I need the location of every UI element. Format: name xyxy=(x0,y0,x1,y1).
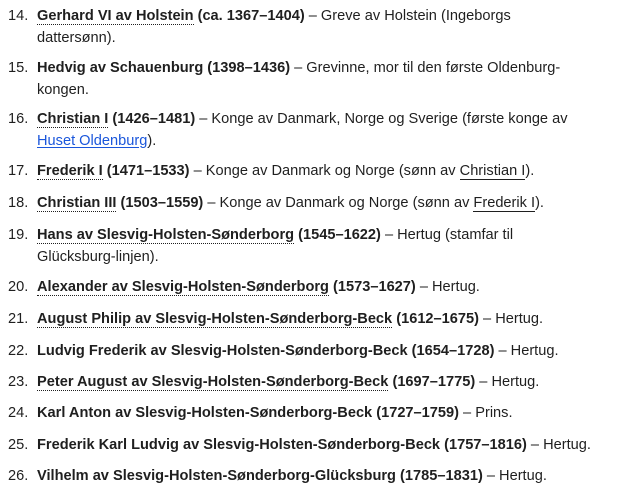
person-description-tail: ). xyxy=(147,132,157,149)
person-description-cont: Glücksburg-linjen). xyxy=(37,248,159,265)
person-years: (1503–1559) xyxy=(116,195,204,211)
person-name[interactable]: August Philip av Slesvig-Holsten-Sønderborg-Beck xyxy=(37,311,393,327)
person-name[interactable]: Christian III xyxy=(37,195,117,211)
person-description: – Konge av Danmark og Norge (sønn av xyxy=(203,195,474,211)
item-body xyxy=(37,6,597,49)
person-years: (1398–1436) xyxy=(203,60,291,76)
item-body xyxy=(37,58,597,101)
person-description: – Hertug. xyxy=(479,311,544,327)
person-name[interactable]: Gerhard VI av Holstein xyxy=(37,8,194,24)
item-number: 26. xyxy=(8,468,29,484)
person-years: (1697–1775) xyxy=(388,374,476,390)
item-body xyxy=(37,109,597,152)
person-name: Ludvig Frederik av Slesvig-Holsten-Sønderborg-Beck xyxy=(37,343,408,359)
person-reference-link[interactable]: Frederik I xyxy=(473,195,536,211)
person-years: (ca. 1367–1404) xyxy=(193,8,305,24)
person-years: (1573–1627) xyxy=(328,279,416,295)
person-name: Frederik Karl Ludvig av Slesvig-Holsten-Sønderborg-Beck xyxy=(37,437,441,453)
person-years: (1545–1622) xyxy=(294,227,381,243)
person-description: – Hertug (stamfar til xyxy=(380,227,514,243)
person-description: – Hertug. xyxy=(475,374,540,390)
item-number: 15. xyxy=(8,60,29,76)
item-number: 16. xyxy=(8,111,29,127)
person-description-cont: kongen. xyxy=(37,81,89,98)
person-description: – Greve av Holstein (Ingeborgs xyxy=(304,8,511,24)
person-years: (1471–1533) xyxy=(102,163,190,179)
person-name[interactable]: Alexander av Slesvig-Holsten-Sønderborg xyxy=(37,279,329,295)
item-body xyxy=(37,309,597,331)
item-number: 19. xyxy=(8,227,29,243)
person-reference-link[interactable]: Christian I xyxy=(459,163,526,179)
person-name[interactable]: Peter August av Slesvig-Holsten-Sønderborg-Beck xyxy=(37,374,389,390)
item-body xyxy=(37,435,597,457)
person-description: – Hertug. xyxy=(526,437,591,453)
item-body xyxy=(37,225,597,268)
person-description-tail: ). xyxy=(535,195,544,211)
item-number: 24. xyxy=(8,405,29,421)
person-name[interactable]: Hans av Slesvig-Holsten-Sønderborg xyxy=(37,227,295,243)
item-body xyxy=(37,277,597,299)
person-years: (1727–1759) xyxy=(372,405,459,421)
person-description: – Prins. xyxy=(459,405,513,421)
item-number: 14. xyxy=(8,8,29,24)
person-years: (1757–1816) xyxy=(440,437,527,453)
person-name: Vilhelm av Slesvig-Holsten-Sønderborg-Glücksburg xyxy=(37,468,396,484)
person-description: – Hertug. xyxy=(482,468,547,484)
person-name: Hedvig av Schauenburg xyxy=(37,60,204,76)
person-description: – Konge av Danmark og Norge (sønn av xyxy=(189,163,460,179)
item-number: 23. xyxy=(8,374,29,390)
item-body xyxy=(37,403,597,425)
person-years: (1426–1481) xyxy=(108,111,196,127)
item-body xyxy=(37,372,597,394)
item-body xyxy=(37,341,597,363)
item-body xyxy=(37,193,597,215)
item-number: 21. xyxy=(8,311,29,327)
item-number: 25. xyxy=(8,437,29,453)
item-body xyxy=(37,161,597,183)
person-description-cont: dattersønn). xyxy=(37,29,116,46)
item-body xyxy=(37,466,597,488)
person-description: – Grevinne, mor til den første Oldenburg- xyxy=(290,60,561,76)
person-years: (1785–1831) xyxy=(395,468,483,484)
person-description: – Hertug. xyxy=(415,279,480,295)
person-years: (1654–1728) xyxy=(407,343,495,359)
person-description-tail: ). xyxy=(525,163,535,179)
person-description: – Hertug. xyxy=(494,343,559,359)
person-name[interactable]: Christian I xyxy=(37,111,109,127)
item-number: 22. xyxy=(8,343,29,359)
person-name[interactable]: Frederik I xyxy=(37,163,103,179)
huset-oldenburg-link[interactable]: Huset Oldenburg xyxy=(37,132,148,149)
item-number: 18. xyxy=(8,195,29,211)
person-years: (1612–1675) xyxy=(392,311,479,327)
item-number: 20. xyxy=(8,279,29,295)
person-name: Karl Anton av Slesvig-Holsten-Sønderborg-Beck xyxy=(37,405,373,421)
item-number: 17. xyxy=(8,163,29,179)
person-description: – Konge av Danmark, Norge og Sverige (første konge av xyxy=(195,111,568,127)
